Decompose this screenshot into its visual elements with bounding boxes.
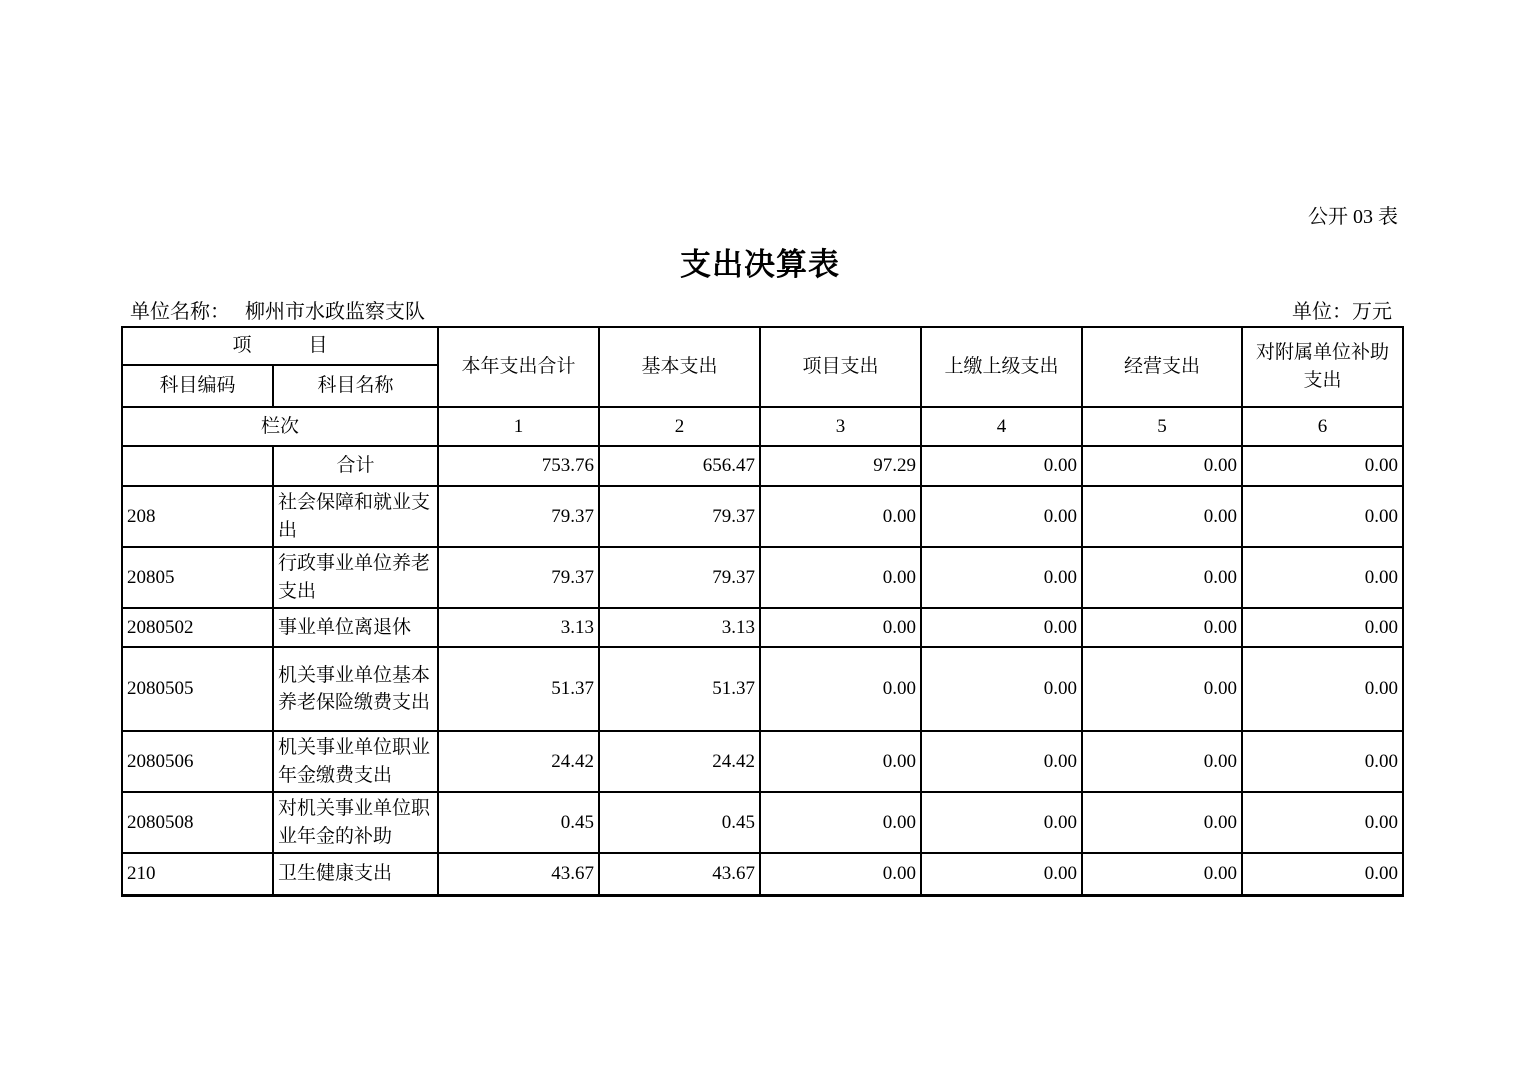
column-index-4: 4 (921, 407, 1082, 446)
name-cell: 合计 (273, 446, 438, 486)
value-cell: 0.00 (1242, 731, 1403, 792)
value-cell: 0.00 (921, 608, 1082, 647)
value-cell: 0.00 (760, 853, 921, 895)
column-header-name: 科目名称 (273, 365, 438, 407)
value-cell: 0.00 (921, 446, 1082, 486)
code-cell: 2080502 (122, 608, 273, 647)
value-cell: 79.37 (599, 547, 760, 608)
table-row (122, 547, 1403, 608)
value-cell: 0.00 (921, 486, 1082, 547)
value-cell: 0.00 (1082, 547, 1242, 608)
value-cell: 3.13 (599, 608, 760, 647)
value-cell: 0.00 (1082, 486, 1242, 547)
code-cell: 2080508 (122, 792, 273, 853)
column-index-6: 6 (1242, 407, 1403, 446)
column-index-2: 2 (599, 407, 760, 446)
value-cell: 0.00 (1242, 547, 1403, 608)
column-index-1: 1 (438, 407, 599, 446)
value-cell: 43.67 (438, 853, 599, 895)
value-cell: 51.37 (599, 647, 760, 731)
value-cell: 0.00 (921, 792, 1082, 853)
value-cell: 0.00 (1082, 647, 1242, 731)
column-header-total: 本年支出合计 (438, 327, 599, 407)
table-row (122, 608, 1403, 647)
unit-name-value: 柳州市水政监察支队 (245, 301, 425, 323)
value-cell: 0.00 (760, 486, 921, 547)
currency-unit-label: 单位：万元 (1292, 301, 1392, 323)
value-cell: 43.67 (599, 853, 760, 895)
value-cell: 0.00 (921, 731, 1082, 792)
table-row (122, 853, 1403, 895)
column-index-5: 5 (1082, 407, 1242, 446)
page-title: 支出决算表 (680, 247, 840, 282)
table-row (122, 647, 1403, 731)
value-cell: 0.00 (1082, 608, 1242, 647)
value-cell: 0.00 (1242, 853, 1403, 895)
code-cell (122, 446, 273, 486)
column-header-project: 项 目 (122, 327, 438, 365)
column-header-project-exp: 项目支出 (760, 327, 921, 407)
value-cell: 656.47 (599, 446, 760, 486)
code-cell: 208 (122, 486, 273, 547)
unit-name-label: 单位名称： (130, 301, 230, 323)
value-cell: 0.45 (599, 792, 760, 853)
name-cell: 事业单位离退休 (273, 608, 438, 647)
value-cell: 0.00 (760, 608, 921, 647)
table-row (122, 731, 1403, 792)
column-header-basic: 基本支出 (599, 327, 760, 407)
unit-info-row (130, 295, 1392, 324)
table-row (122, 486, 1403, 547)
column-index-row (122, 407, 1403, 446)
value-cell: 0.00 (760, 792, 921, 853)
header-row-1 (122, 327, 1403, 365)
doc-number-label: 公开 03 表 (1308, 206, 1398, 228)
value-cell: 0.00 (760, 731, 921, 792)
name-cell: 卫生健康支出 (273, 853, 438, 895)
value-cell: 0.00 (1242, 486, 1403, 547)
name-cell: 机关事业单位基本养老保险缴费支出 (273, 647, 438, 731)
unit-name (130, 295, 425, 324)
value-cell: 0.45 (438, 792, 599, 853)
column-header-upper: 上缴上级支出 (921, 327, 1082, 407)
value-cell: 753.76 (438, 446, 599, 486)
value-cell: 0.00 (921, 547, 1082, 608)
column-index-3: 3 (760, 407, 921, 446)
column-index-label: 栏次 (122, 407, 438, 446)
value-cell: 0.00 (1242, 446, 1403, 486)
value-cell: 79.37 (438, 547, 599, 608)
value-cell: 0.00 (1082, 446, 1242, 486)
code-cell: 2080506 (122, 731, 273, 792)
value-cell: 3.13 (438, 608, 599, 647)
value-cell: 0.00 (1082, 792, 1242, 853)
value-cell: 0.00 (921, 647, 1082, 731)
table-row-total (122, 446, 1403, 486)
name-cell: 机关事业单位职业年金缴费支出 (273, 731, 438, 792)
column-header-subsidy: 对附属单位补助支出 (1242, 327, 1403, 407)
value-cell: 0.00 (1242, 792, 1403, 853)
value-cell: 79.37 (438, 486, 599, 547)
column-header-operating: 经营支出 (1082, 327, 1242, 407)
name-cell: 对机关事业单位职业年金的补助 (273, 792, 438, 853)
value-cell: 24.42 (438, 731, 599, 792)
value-cell: 24.42 (599, 731, 760, 792)
value-cell: 51.37 (438, 647, 599, 731)
value-cell: 0.00 (1242, 647, 1403, 731)
table-row (122, 792, 1403, 853)
value-cell: 97.29 (760, 446, 921, 486)
value-cell: 0.00 (1082, 731, 1242, 792)
column-header-code: 科目编码 (122, 365, 273, 407)
code-cell: 210 (122, 853, 273, 895)
expenditure-table (121, 326, 1404, 897)
value-cell: 79.37 (599, 486, 760, 547)
value-cell: 0.00 (760, 547, 921, 608)
name-cell: 行政事业单位养老支出 (273, 547, 438, 608)
code-cell: 20805 (122, 547, 273, 608)
value-cell: 0.00 (760, 647, 921, 731)
name-cell: 社会保障和就业支出 (273, 486, 438, 547)
value-cell: 0.00 (921, 853, 1082, 895)
code-cell: 2080505 (122, 647, 273, 731)
value-cell: 0.00 (1082, 853, 1242, 895)
value-cell: 0.00 (1242, 608, 1403, 647)
